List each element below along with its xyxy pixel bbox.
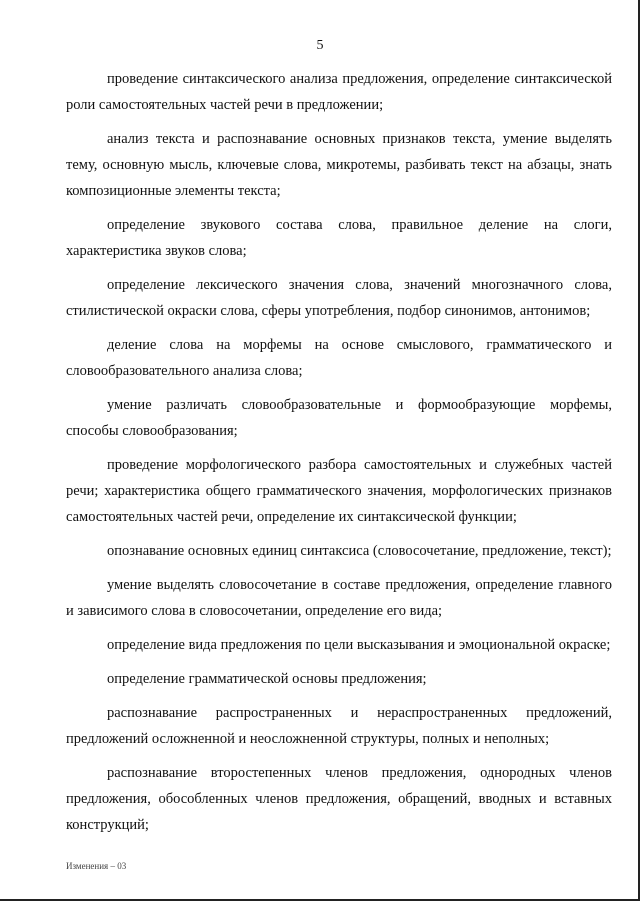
footer-revision-note: Изменения – 03 <box>66 861 127 871</box>
page-body <box>66 66 612 846</box>
paragraph: деление слова на морфемы на основе смыслового, грамматического и словообразовательного анализа слова; <box>66 337 612 379</box>
paragraph: умение выделять словосочетание в составе предложения, определение главного и зависимого слова в словосочетании, определение его вида; <box>66 577 612 619</box>
paragraph: опознавание основных единиц синтаксиса (словосочетание, предложение, текст); <box>107 543 612 559</box>
paragraph: проведение морфологического разбора самостоятельных и служебных частей речи; характеристика общего грамматического значения, морфологических признаков самостоятельных частей речи, определение их синтаксической функции; <box>66 457 612 525</box>
paragraph: умение различать словообразовательные и формообразующие морфемы, способы словообразования; <box>66 397 612 439</box>
paragraph: определение звукового состава слова, правильное деление на слоги, характеристика звуков слова; <box>66 217 612 259</box>
paragraph: распознавание распространенных и нераспространенных предложений, предложений осложненной и неосложненной структуры, полных и неполных; <box>66 705 612 747</box>
paragraph: распознавание второстепенных членов предложения, однородных членов предложения, обособленных членов предложения, обращений, вводных и вставных конструкций; <box>66 765 612 833</box>
page-number: 5 <box>316 38 324 53</box>
paragraph: определение грамматической основы предложения; <box>107 671 427 687</box>
paragraph: проведение синтаксического анализа предложения, определение синтаксической роли самостоятельных частей речи в предложении; <box>66 71 612 113</box>
paragraph: определение вида предложения по цели высказывания и эмоциональной окраске; <box>107 637 611 653</box>
paragraph: анализ текста и распознавание основных признаков текста, умение выделять тему, основную мысль, ключевые слова, микротемы, разбивать текст на абзацы, знать композиционные элементы текста; <box>66 131 612 199</box>
paragraph: определение лексического значения слова, значений многозначного слова, стилистической окраски слова, сферы употребления, подбор синонимов, антонимов; <box>66 277 612 319</box>
